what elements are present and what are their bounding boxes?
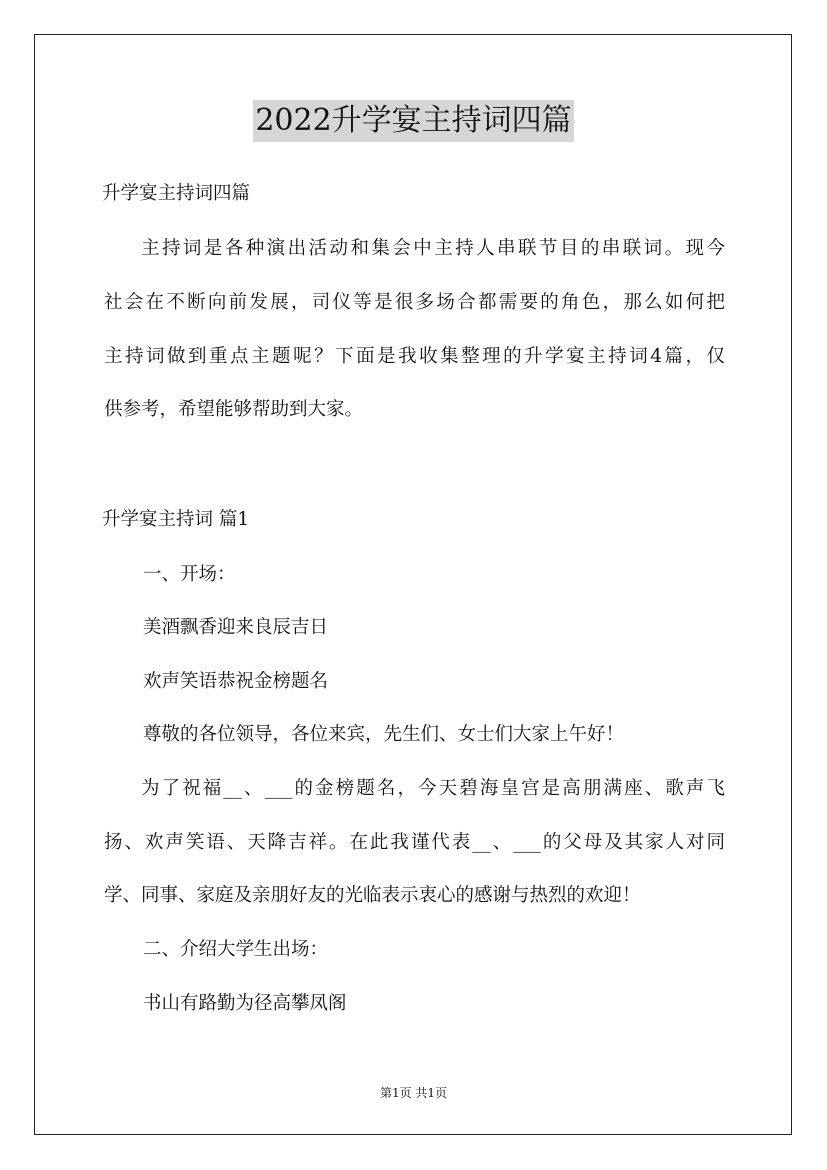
paragraph-line-1: 为了祝福__、___的金榜题名，今天碧海皇宫是高朋满座、歌声飞 [141, 778, 725, 799]
verse-line-3: 书山有路勤为径高攀凤阁 [143, 993, 347, 1014]
title-container [0, 100, 827, 142]
student-intro-heading: 二、介绍大学生出场： [143, 939, 329, 960]
verse-line-2: 欢声笑语恭祝金榜题名 [143, 671, 329, 692]
intro-line-1: 主持词是各种演出活动和集会中主持人串联节目的串联词。现今 [141, 238, 725, 259]
verse-line-1: 美酒飘香迎来良辰吉日 [143, 617, 329, 638]
paragraph-line-3: 学、同事、家庭及亲朋好友的光临表示衷心的感谢与热烈的欢迎！ [104, 885, 641, 906]
section-heading: 升学宴主持词 篇1 [102, 509, 250, 530]
document-subtitle: 升学宴主持词四篇 [102, 183, 251, 204]
paragraph-line-2: 扬、欢声笑语、天降吉祥。在此我谨代表__、___的父母及其家人对同 [104, 832, 725, 853]
greeting-line: 尊敬的各位领导，各位来宾，先生们、女士们大家上午好！ [143, 724, 625, 745]
intro-line-4: 供参考，希望能够帮助到大家。 [104, 399, 364, 420]
intro-line-2: 社会在不断向前发展，司仪等是很多场合都需要的角色，那么如何把 [104, 292, 725, 313]
document-title: 2022升学宴主持词四篇 [253, 100, 573, 142]
page-footer: 第1页 共1页 [379, 1086, 448, 1100]
opening-heading: 一、开场： [143, 564, 236, 585]
intro-line-3: 主持词做到重点主题呢？下面是我收集整理的升学宴主持词4篇，仅 [104, 346, 725, 367]
